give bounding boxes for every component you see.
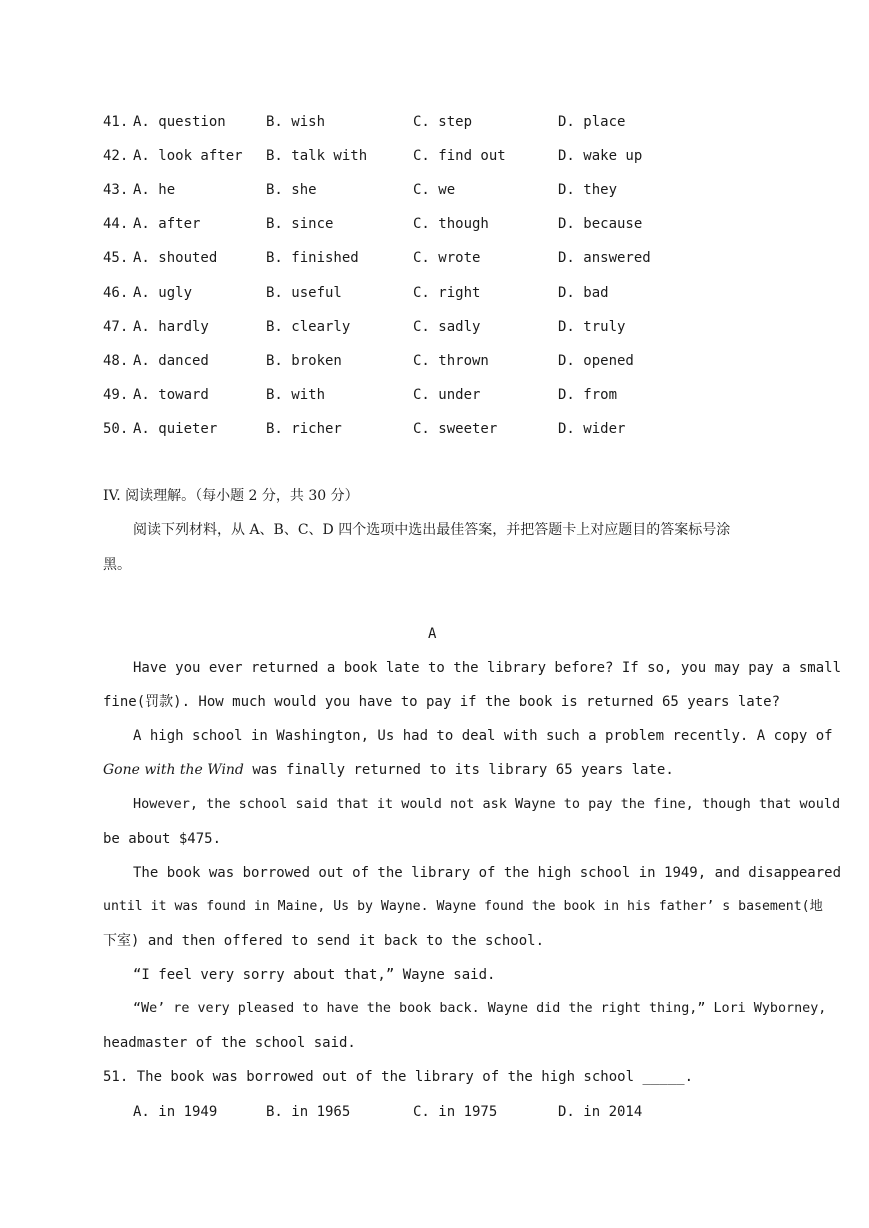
option-b: B. talk with	[266, 148, 368, 164]
question-49-options	[103, 385, 803, 405]
question-number: 44.	[103, 216, 129, 232]
option-d: D. wider	[558, 421, 626, 437]
option-d: D. from	[558, 387, 618, 403]
option-a: A. toward	[133, 387, 209, 403]
question-50-options	[103, 419, 803, 439]
question-44-options	[103, 214, 803, 234]
option-a: A. question	[133, 114, 226, 130]
section-heading: IV. 阅读理解。（每小题 2 分，共 30 分）	[103, 488, 359, 504]
option-d: D. in 2014	[558, 1104, 643, 1120]
question-number: 47.	[103, 319, 129, 335]
option-b: B. in 1965	[266, 1104, 351, 1120]
option-d: D. they	[558, 182, 618, 198]
option-c: C. find out	[413, 148, 506, 164]
option-b: B. richer	[266, 421, 342, 437]
option-c: C. step	[413, 114, 473, 130]
question-41-options	[103, 112, 803, 132]
option-c: C. sweeter	[413, 421, 498, 437]
passage-text: was finally returned to its library 65 years late.	[243, 762, 674, 778]
question-number: 50.	[103, 421, 129, 437]
option-a: A. ugly	[133, 285, 193, 301]
option-c: C. though	[413, 216, 489, 232]
option-d: D. wake up	[558, 148, 643, 164]
section-instruction: 阅读下列材料，从 A、B、C、D 四个选项中选出最佳答案，并把答题卡上对应题目的答案标号涂	[133, 522, 731, 538]
option-d: D. opened	[558, 353, 634, 369]
option-b: B. with	[266, 387, 326, 403]
option-b: B. finished	[266, 250, 359, 266]
passage-paragraph-2-cont	[103, 760, 674, 780]
option-a: A. look after	[133, 148, 243, 164]
option-b: B. since	[266, 216, 334, 232]
option-a: A. shouted	[133, 250, 218, 266]
question-48-options	[103, 351, 803, 371]
option-a: A. danced	[133, 353, 209, 369]
passage-paragraph-3: However, the school said that it would not ask Wayne to pay the fine, though that would	[133, 796, 841, 812]
option-d: D. bad	[558, 285, 609, 301]
passage-paragraph-6-cont: headmaster of the school said.	[103, 1035, 356, 1051]
question-number: 43.	[103, 182, 129, 198]
passage-label: A	[428, 626, 437, 642]
question-number: 49.	[103, 387, 129, 403]
option-c: C. sadly	[413, 319, 481, 335]
passage-paragraph-1-cont: fine(罚款). How much would you have to pay if the book is returned 65 years late?	[103, 694, 781, 710]
passage-paragraph-4-cont: until it was found in Maine, Us by Wayne. Wayne found the book in his father’ s basement(地	[103, 899, 823, 914]
option-a: A. in 1949	[133, 1104, 218, 1120]
option-b: B. broken	[266, 353, 342, 369]
option-d: D. truly	[558, 319, 626, 335]
option-a: A. he	[133, 182, 176, 198]
option-c: C. under	[413, 387, 481, 403]
question-number: 42.	[103, 148, 129, 164]
question-45-options	[103, 248, 803, 268]
passage-paragraph-4-end: 下室) and then offered to send it back to the school.	[103, 933, 545, 949]
question-47-options	[103, 317, 803, 337]
question-42-options	[103, 146, 803, 166]
section-instruction-continued: 黑。	[103, 557, 131, 573]
question-number: 48.	[103, 353, 129, 369]
option-a: A. quieter	[133, 421, 218, 437]
question-43-options	[103, 180, 803, 200]
option-c: C. we	[413, 182, 456, 198]
question-number: 41.	[103, 114, 129, 130]
passage-paragraph-1: Have you ever returned a book late to the library before? If so, you may pay a small	[133, 660, 842, 676]
option-c: C. in 1975	[413, 1104, 498, 1120]
question-number: 45.	[103, 250, 129, 266]
option-c: C. right	[413, 285, 481, 301]
question-51-options	[103, 1102, 803, 1122]
passage-paragraph-5: “I feel very sorry about that,” Wayne said.	[133, 967, 496, 983]
option-a: A. hardly	[133, 319, 209, 335]
option-d: D. answered	[558, 250, 651, 266]
option-c: C. wrote	[413, 250, 481, 266]
passage-paragraph-2: A high school in Washington, Us had to deal with such a problem recently. A copy of	[133, 728, 833, 744]
option-b: B. useful	[266, 285, 342, 301]
question-46-options	[103, 283, 803, 303]
option-b: B. wish	[266, 114, 326, 130]
option-c: C. thrown	[413, 353, 489, 369]
passage-paragraph-3-cont: be about $475.	[103, 831, 222, 847]
passage-paragraph-4: The book was borrowed out of the library of the high school in 1949, and disappeared	[133, 865, 842, 881]
passage-paragraph-6: “We’ re very pleased to have the book back. Wayne did the right thing,” Lori Wyborney,	[133, 1001, 827, 1016]
option-b: B. she	[266, 182, 317, 198]
option-d: D. because	[558, 216, 643, 232]
option-b: B. clearly	[266, 319, 351, 335]
book-title: Gone with the Wind	[103, 762, 244, 778]
question-number: 46.	[103, 285, 129, 301]
option-d: D. place	[558, 114, 626, 130]
question-51-stem: 51. The book was borrowed out of the library of the high school _____.	[103, 1069, 694, 1085]
option-a: A. after	[133, 216, 201, 232]
